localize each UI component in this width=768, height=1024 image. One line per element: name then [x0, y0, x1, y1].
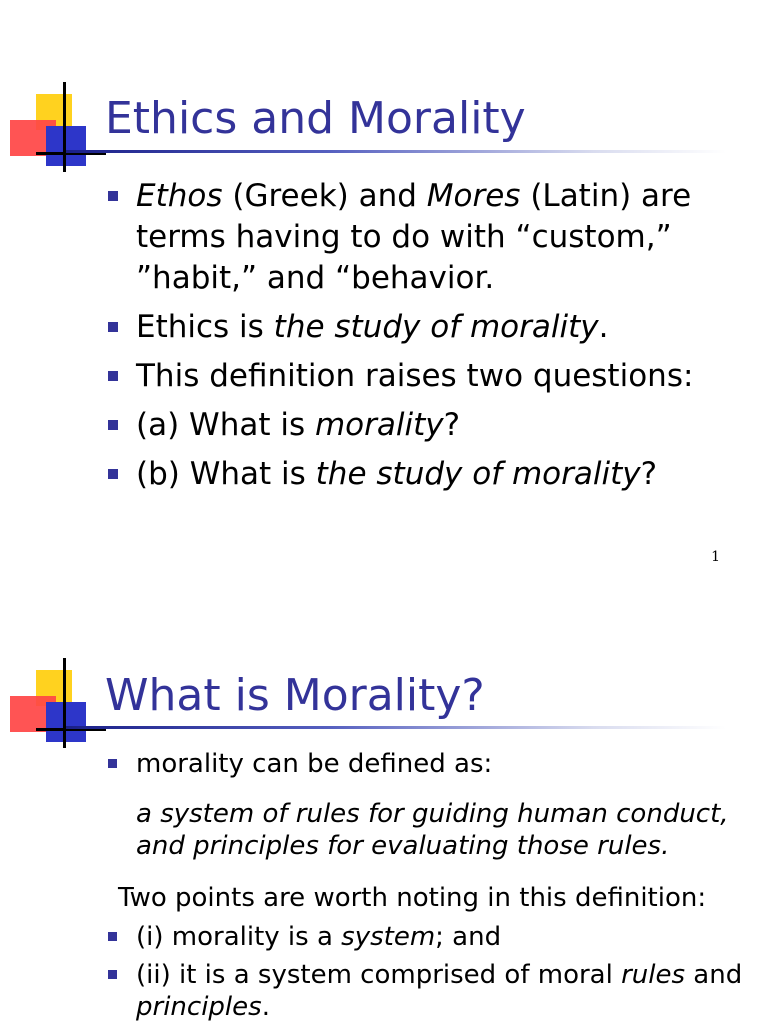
bullet-item: (b) What is the study of morality? [106, 454, 746, 495]
page-number: 1 [711, 549, 720, 565]
note-text: Two points are worth noting in this definition: [118, 883, 707, 913]
bullet-item: (a) What is morality? [106, 405, 746, 446]
bullet-item: morality can be defined as: [106, 748, 746, 780]
bullet-item: (i) morality is a system; and [106, 921, 746, 953]
title-rule [66, 726, 726, 729]
bullet-item: Ethics is the study of morality. [106, 307, 746, 348]
slide-2-points [106, 921, 746, 1023]
slide-2-intro [106, 748, 746, 780]
slide-1-title: Ethics and Morality [105, 93, 526, 144]
title-decoration-icon [0, 82, 110, 182]
bullet-item: This definition raises two questions: [106, 356, 746, 397]
bullet-item: Ethos (Greek) and Mores (Latin) are terms having to do with “custom,” ”habit,” and “behavior. [106, 176, 746, 299]
title-decoration-icon [0, 658, 110, 758]
title-rule [66, 150, 726, 153]
slide-2-title: What is Morality? [105, 670, 485, 721]
bullet-item: (ii) it is a system comprised of moral rules and principles. [106, 959, 746, 1023]
slide-1-bullets [106, 176, 746, 503]
slide-2 [0, 580, 768, 1024]
definition-text: a system of rules for guiding human conduct, and principles for evaluating those rules. [136, 799, 729, 861]
